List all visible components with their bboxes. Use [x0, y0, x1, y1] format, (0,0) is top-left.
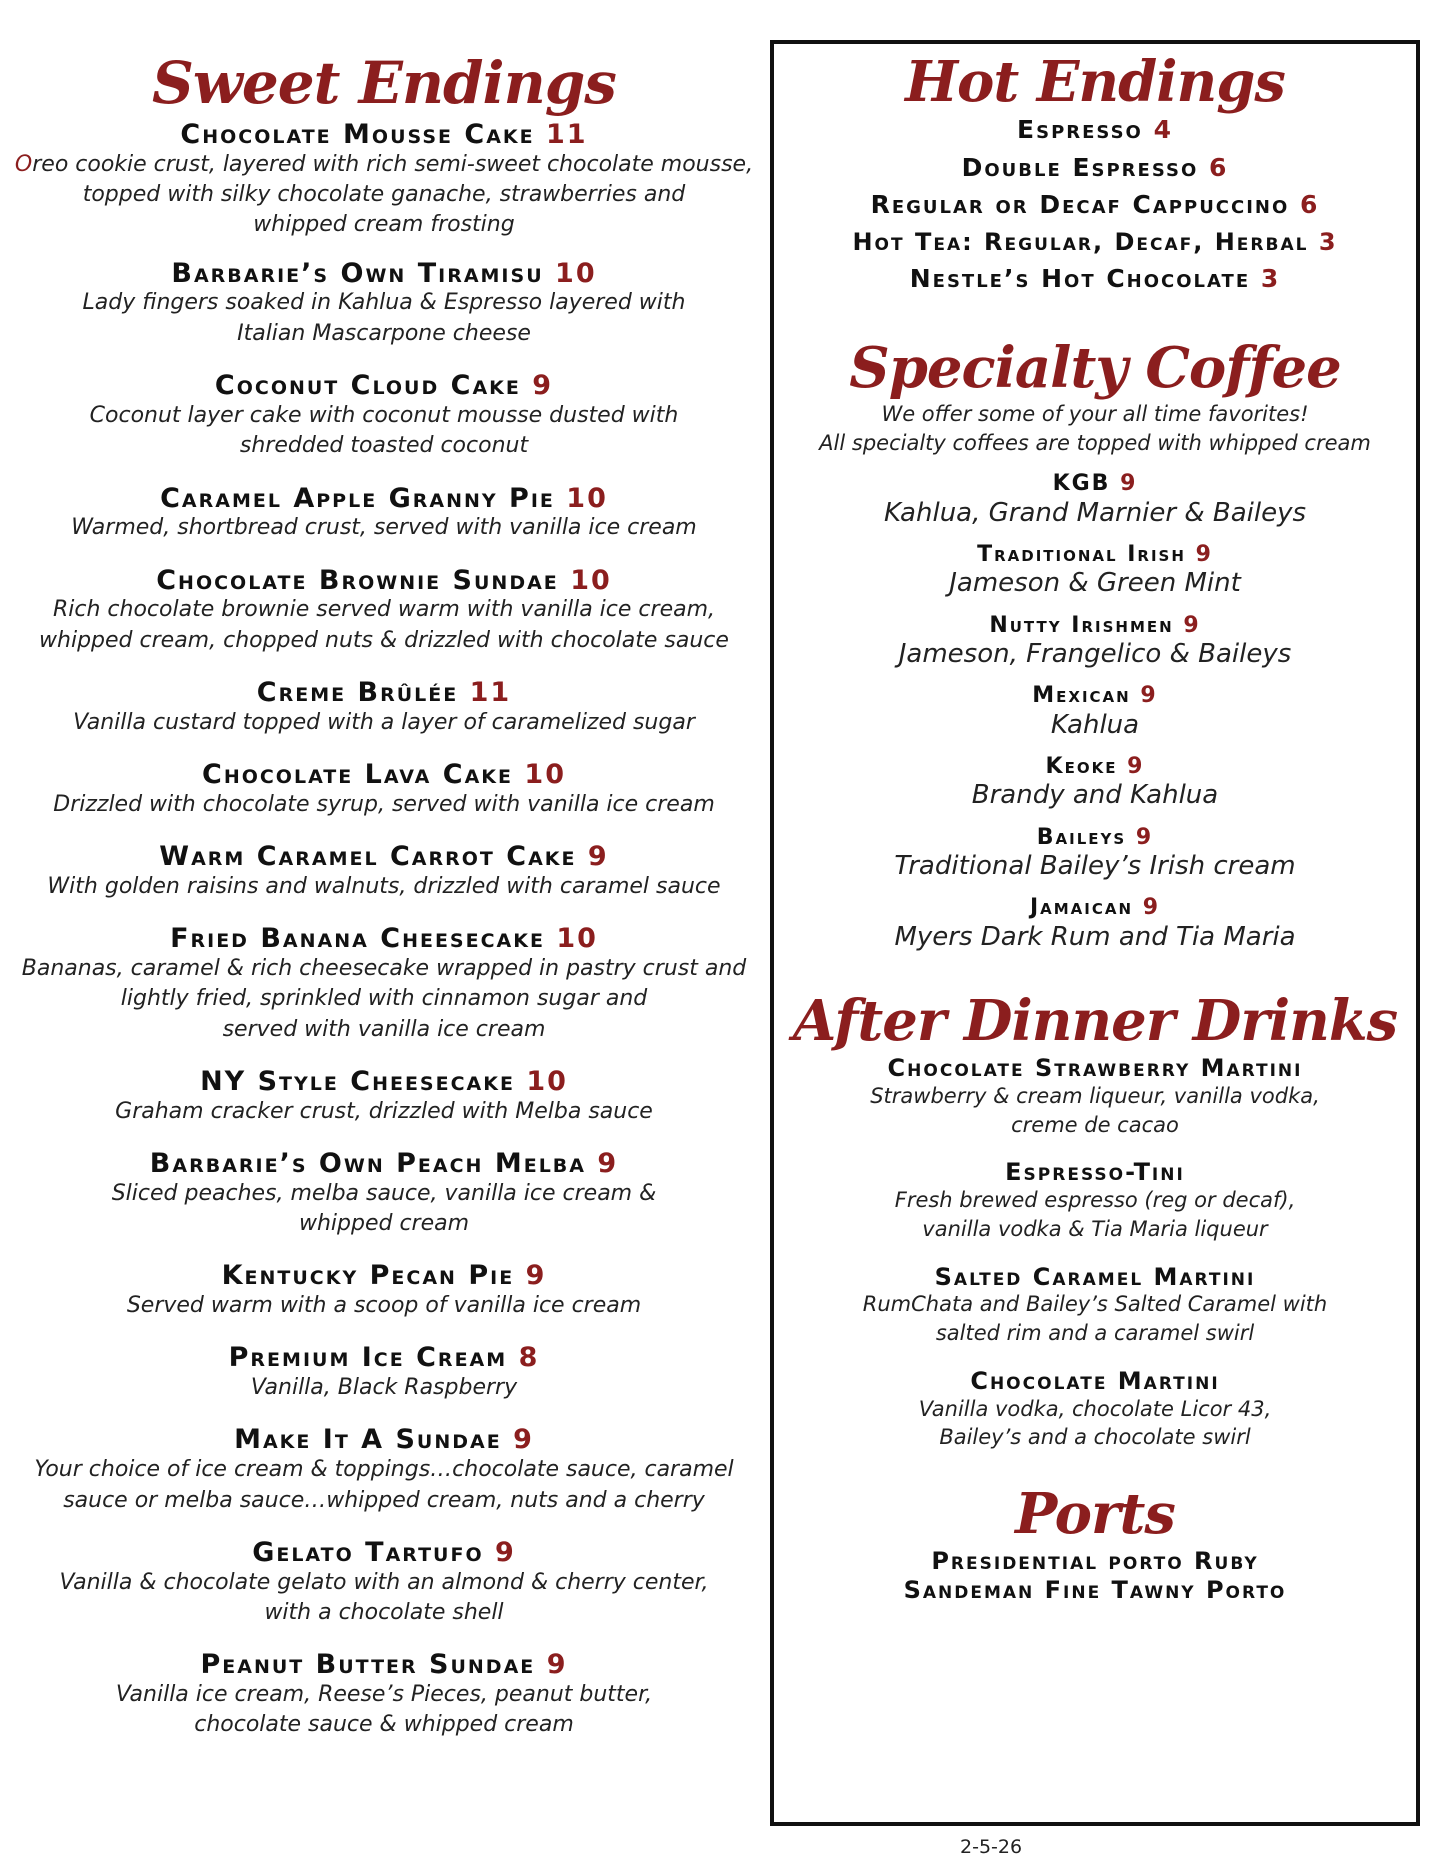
item-name-text: Barbarie’s Own Peach Melba [149, 1147, 586, 1179]
item-name [12, 1425, 756, 1455]
item-price: 9 [1120, 471, 1138, 497]
item-price: 10 [570, 564, 612, 596]
item-name [12, 1650, 756, 1680]
item-price: 9 [495, 1536, 516, 1568]
item-price: 9 [1127, 754, 1145, 780]
item-name-text: Chocolate Brownie Sundae [156, 564, 559, 596]
drink-item [774, 1368, 1416, 1452]
item-name-text: Nutty Irishmen [989, 612, 1174, 638]
item-description: RumChata and Bailey’s Salted Caramel with salted rim and a caramel swirl [862, 1292, 1328, 1346]
item-name [774, 755, 1416, 779]
item-description: Myers Dark Rum and Tia Maria [894, 921, 1296, 952]
item-name-text: Make It A Sundae [234, 1424, 502, 1456]
item-price: 6 [1208, 152, 1229, 182]
item-name [12, 1149, 756, 1179]
item-name-text: Caramel Apple Granny Pie [160, 482, 555, 514]
item-price: 3 [1318, 227, 1338, 256]
item-price: 6 [1300, 190, 1320, 219]
menu-item [12, 120, 756, 241]
menu-item [12, 842, 756, 902]
sweet-endings-section [12, 40, 756, 1763]
item-price: 8 [518, 1342, 540, 1374]
item-description: Vanilla custard topped with a layer of caramelized sugar [73, 709, 695, 735]
item-description: Sliced peaches, melba sauce, vanilla ice cream & whipped cream [111, 1180, 657, 1237]
item-description: Jameson & Green Mint [949, 568, 1241, 599]
item-name: Espresso-Tini [1005, 1158, 1185, 1187]
item-description: Lady fingers soaked in Kahlua & Espresso layered with Italian Mascarpone cheese [82, 290, 686, 346]
specialty-intro-line: We offer some of your all time favorites! [881, 402, 1309, 427]
item-price: 10 [556, 923, 598, 955]
item-price: 10 [566, 482, 608, 514]
item-description: Rich chocolate brownie served warm with vanilla ice cream, whipped cream, chopped nuts & drizzled with chocolate sauce [39, 597, 729, 653]
item-name [12, 842, 756, 872]
port-line: Presidential porto Ruby [931, 1547, 1259, 1576]
item-name-text: Coconut Cloud Cake [214, 370, 521, 402]
item-price: 10 [526, 1065, 568, 1097]
menu-item [12, 1149, 756, 1239]
item-description: Drizzled with chocolate syrup, served with vanilla ice cream [53, 791, 715, 817]
item-price: 9 [1135, 824, 1154, 850]
item-name [12, 924, 756, 954]
item-description: Vanilla vodka, chocolate Licor 43, Bailey’s and a chocolate swirl [918, 1396, 1272, 1450]
item-description: Brandy and Kahlua [971, 780, 1219, 811]
item-name [12, 120, 756, 150]
menu-item [12, 1538, 756, 1628]
item-name-text: Baileys [1036, 824, 1127, 850]
item-name-text: Kentucky Pecan Pie [221, 1260, 515, 1292]
item-name-text: Nestle’s Hot Chocolate [909, 263, 1251, 293]
item-description [12, 150, 756, 241]
after-dinner-drinks-title: After Dinner Drinks [792, 988, 1398, 1055]
item-description: Vanilla, Black Raspberry [250, 1375, 518, 1401]
item-name [12, 484, 756, 514]
item-description: Fresh brewed espresso (reg or decaf), vanilla vodka & Tia Maria liqueur [894, 1187, 1296, 1241]
item-description: Strawberry & cream liqueur, vanilla vodka, creme de cacao [870, 1083, 1320, 1137]
item-name-text: Peanut Butter Sundae [200, 1649, 536, 1681]
item-name [774, 472, 1416, 496]
hot-item [774, 116, 1416, 144]
item-description: Graham cracker crust, drizzled with Melba sauce [115, 1098, 653, 1124]
item-price: 9 [1140, 683, 1158, 709]
specialty-item [774, 896, 1416, 953]
item-name-text: KGB [1052, 471, 1111, 497]
item-name-text: Traditional Irish [977, 542, 1186, 568]
item-name-text: Jamaican [1029, 895, 1134, 921]
item-price: 9 [513, 1424, 534, 1456]
item-price: 9 [597, 1147, 619, 1179]
drink-item [774, 1055, 1416, 1139]
hot-endings-title: Hot Endings [905, 49, 1285, 115]
port-line: Sandeman Fine Tawny Porto [903, 1575, 1287, 1604]
menu-item [12, 760, 756, 820]
item-name-text: Hot Tea: Regular, Decaf, Herbal [852, 227, 1309, 256]
item-name-text: Warm Caramel Carrot Cake [159, 841, 577, 873]
item-price: 3 [1260, 263, 1281, 293]
item-name: Chocolate Martini [970, 1367, 1220, 1396]
item-name [774, 896, 1416, 920]
item-description: With golden raisins and walnuts, drizzled with caramel sauce [47, 873, 721, 899]
item-name-text: Espresso [1017, 115, 1143, 144]
item-name [12, 371, 756, 401]
item-name [774, 543, 1416, 567]
menu-item [12, 678, 756, 738]
item-name [12, 259, 756, 289]
item-price: 10 [524, 759, 566, 791]
item-description: Bananas, caramel & rich cheesecake wrapped in pastry crust and lightly fried, sprinkled with cinnamon sugar and served with vanilla ice cream [21, 955, 747, 1042]
hot-item [774, 154, 1416, 182]
item-name [774, 684, 1416, 708]
specialty-item [774, 543, 1416, 600]
item-name [774, 826, 1416, 850]
item-name [12, 1067, 756, 1097]
menu-item [12, 566, 756, 656]
item-price: 9 [525, 1260, 547, 1292]
item-description: Traditional Bailey’s Irish cream [894, 850, 1296, 881]
item-price: 9 [546, 1649, 568, 1681]
menu-item [12, 924, 756, 1045]
item-description: Your choice of ice cream & toppings…chocolate sauce, caramel sauce or melba sauce…whipped cream, nuts and a cherry [34, 1457, 734, 1513]
item-name [12, 1343, 756, 1373]
menu-item [12, 1650, 756, 1740]
item-price: 4 [1153, 115, 1173, 144]
item-name-text: Regular or Decaf Cappuccino [870, 190, 1290, 219]
item-name: Chocolate Strawberry Martini [887, 1054, 1303, 1083]
hot-item [774, 229, 1416, 255]
ports-title: Ports [1015, 1481, 1175, 1548]
drink-item [774, 1159, 1416, 1243]
item-description: Vanilla ice cream, Reese’s Pieces, peanut butter, chocolate sauce & whipped cream [115, 1681, 653, 1738]
item-price: 9 [1183, 612, 1201, 638]
item-price: 11 [469, 677, 512, 709]
item-description: Jameson, Frangelico & Baileys [898, 638, 1292, 669]
item-description: Served warm with a scoop of vanilla ice cream [126, 1293, 642, 1319]
item-description: Vanilla & chocolate gelato with an almond & cherry center, with a chocolate shell [59, 1569, 709, 1625]
menu-item [12, 1261, 756, 1321]
item-name [12, 760, 756, 790]
item-name [12, 678, 756, 708]
menu-item [12, 1425, 756, 1515]
item-price: 9 [587, 841, 609, 873]
specialty-item [774, 684, 1416, 741]
drink-item [774, 1264, 1416, 1348]
specialty-intro [774, 400, 1416, 458]
menu-item [12, 259, 756, 349]
menu-item [12, 1343, 756, 1403]
item-name-text: Fried Banana Cheesecake [170, 923, 545, 955]
item-name-text: Keoke [1045, 754, 1118, 780]
sweet-endings-title: Sweet Endings [152, 49, 616, 117]
item-name-text: Creme Brûlée [256, 677, 459, 709]
menu-item [12, 1067, 756, 1127]
item-description: Kahlua [1050, 709, 1140, 740]
item-name-text: NY Style Cheesecake [200, 1065, 515, 1097]
specialty-intro-line: All specialty coffees are topped with whipped cream [819, 431, 1371, 456]
item-name-text: Mexican [1032, 683, 1131, 709]
item-price: 9 [1142, 895, 1161, 921]
item-name-text: Barbarie’s Own Tiramisu [171, 257, 544, 289]
drop-cap: O [14, 151, 33, 177]
item-name [12, 1261, 756, 1291]
item-name-text: Premium Ice Cream [228, 1342, 508, 1374]
item-name-text: Gelato Tartufo [252, 1536, 484, 1568]
item-price: 11 [546, 119, 588, 150]
item-name-text: Chocolate Lava Cake [202, 759, 514, 791]
item-price: 10 [555, 257, 597, 289]
item-description: Warmed, shortbread crust, served with vanilla ice cream [71, 515, 697, 541]
drinks-box [770, 40, 1420, 1826]
item-name [12, 566, 756, 596]
item-name-text: Double Espresso [961, 152, 1199, 182]
item-description: Kahlua, Grand Marnier & Baileys [883, 497, 1307, 528]
item-price: 9 [532, 370, 554, 402]
item-name: Salted Caramel Martini [934, 1262, 1256, 1291]
item-name-text: Chocolate Mousse Cake [180, 119, 535, 150]
date-stamp: 2-5-26 [960, 1836, 1023, 1858]
item-name [774, 614, 1416, 638]
specialty-item [774, 826, 1416, 883]
hot-item [774, 191, 1416, 219]
item-name [12, 1538, 756, 1568]
hot-item [774, 265, 1416, 293]
item-description: Coconut layer cake with coconut mousse dusted with shredded toasted coconut [89, 402, 679, 459]
item-description-text: reo cookie crust, layered with rich semi-sweet chocolate mousse, topped with silky chocolate ganache, strawberries and whipped cream frosting [32, 151, 754, 238]
menu-item [12, 371, 756, 461]
specialty-item [774, 614, 1416, 671]
item-price: 9 [1195, 542, 1213, 568]
specialty-item [774, 755, 1416, 812]
menu-item [12, 484, 756, 544]
specialty-item [774, 472, 1416, 529]
specialty-coffee-title: Specialty Coffee [849, 335, 1341, 402]
